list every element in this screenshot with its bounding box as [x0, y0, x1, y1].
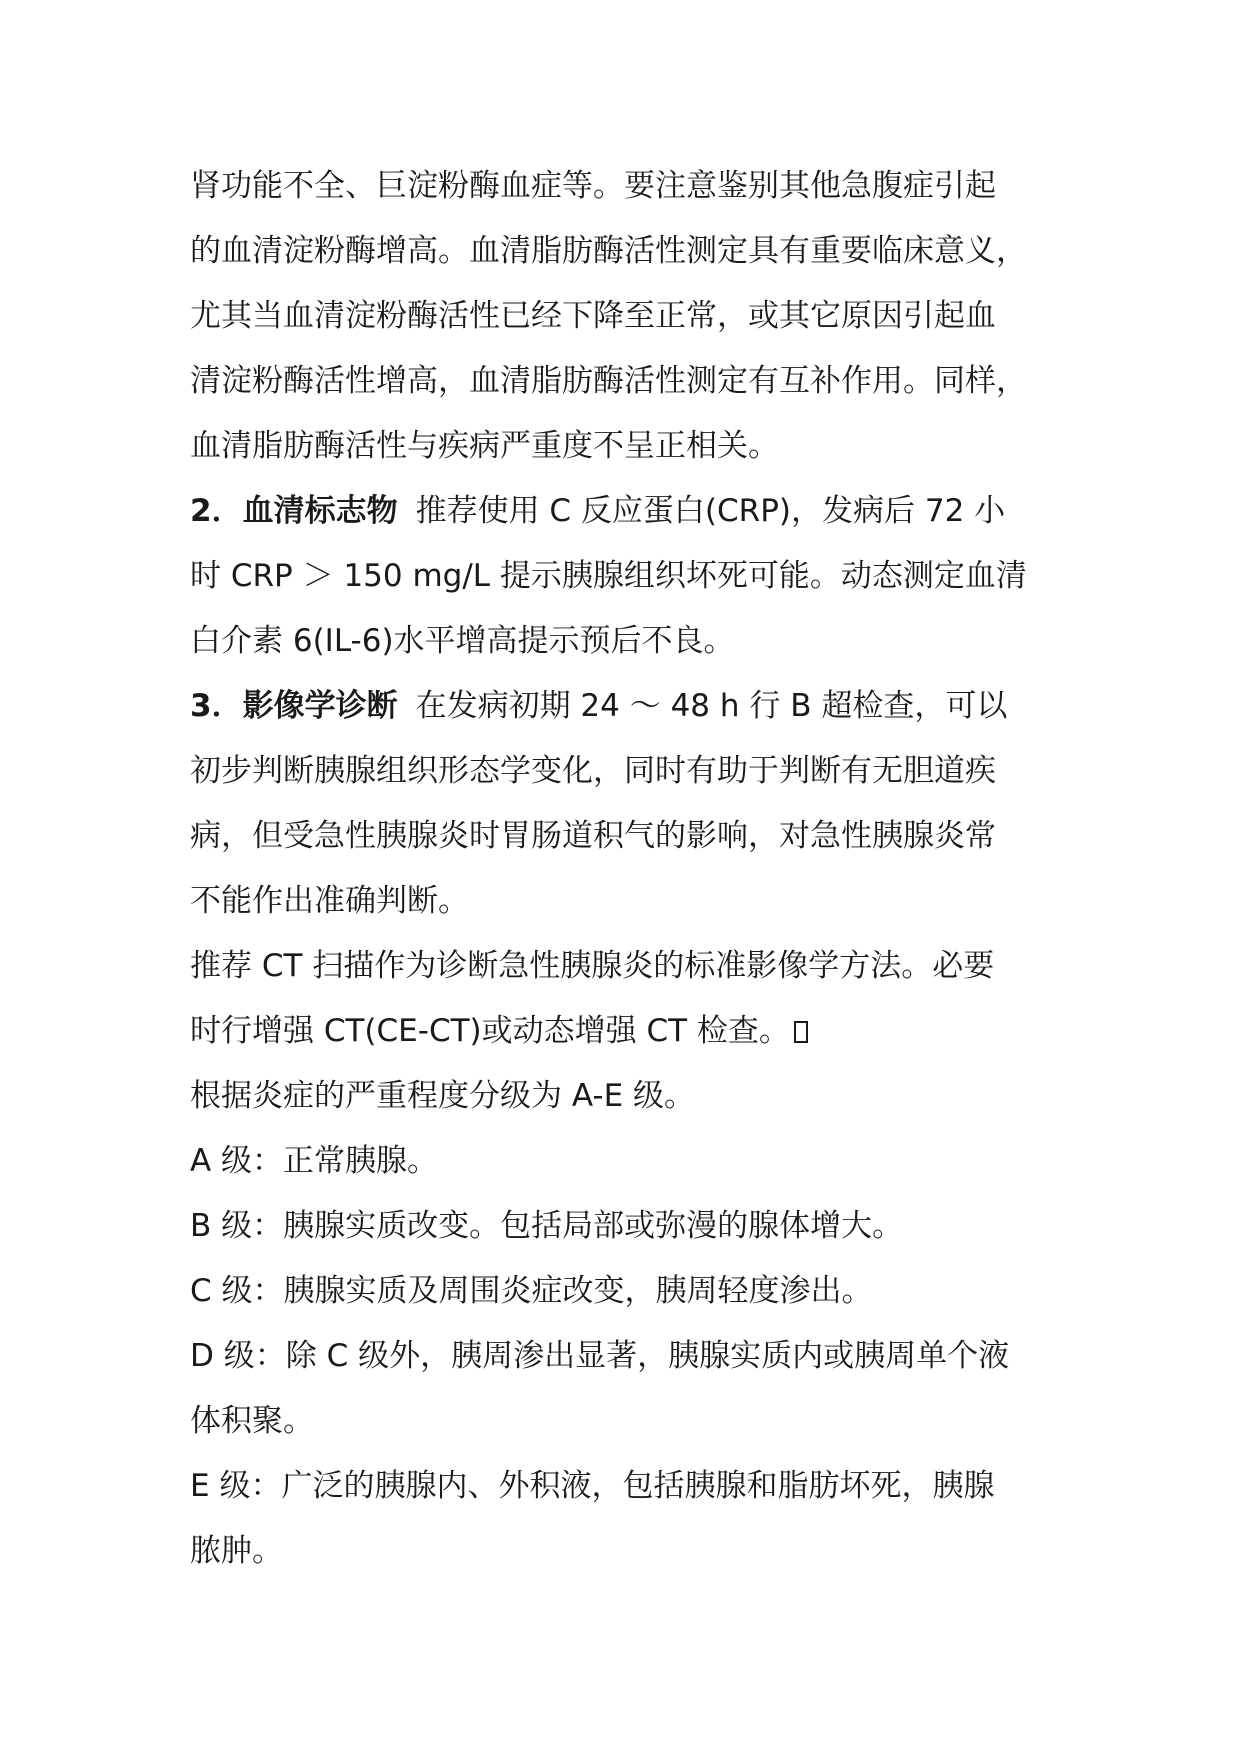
text-line: 肾功能不全、巨淀粉酶血症等。要注意鉴别其他急腹症引起: [190, 168, 996, 204]
grade-e: E 级：广泛的胰腺内、外积液，包括胰腺和脂肪坏死，胰腺: [190, 1468, 995, 1504]
grade-e-continued: 脓肿。: [190, 1533, 283, 1569]
text-line: 的血清淀粉酶增高。血清脂肪酶活性测定具有重要临床意义，: [190, 233, 1027, 269]
text-segment: 时行增强 CT(CE-CT)或动态增强 CT 检查。: [190, 1013, 790, 1049]
text-line: [190, 999, 1070, 1064]
text-line: [190, 479, 1070, 544]
section-heading: 2．血清标志物: [190, 493, 398, 529]
text-line: 时 CRP ＞ 150 mg/L 提示胰腺组织坏死可能。动态测定血清: [190, 558, 1027, 594]
grading-intro: 根据炎症的严重程度分级为 A-E 级。: [190, 1078, 696, 1114]
text-line: 初步判断胰腺组织形态学变化，同时有助于判断有无胆道疾: [190, 753, 996, 789]
grade-d-continued: 体积聚。: [190, 1403, 314, 1439]
text-line: 病，但受急性胰腺炎时胃肠道积气的影响，对急性胰腺炎常: [190, 818, 996, 854]
grade-d: D 级：除 C 级外，胰周渗出显著，胰腺实质内或胰周单个液: [190, 1338, 1010, 1374]
section-heading: 3．影像学诊断: [190, 688, 398, 724]
text-line: [190, 674, 1070, 739]
section-text: 在发病初期 24 ～ 48 h 行 B 超检查，可以: [415, 688, 1008, 724]
section-serum-markers: [190, 479, 1070, 674]
missing-glyph-box: [794, 1021, 808, 1043]
section-imaging-diagnosis: [190, 674, 1070, 934]
section-text: 推荐使用 C 反应蛋白(CRP)，发病后 72 小: [415, 493, 1006, 529]
text-line: 尤其当血清淀粉酶活性已经下降至正常，或其它原因引起血: [190, 298, 996, 334]
paragraph-ct: [190, 934, 1070, 1064]
text-line: 白介素 6(IL-6)水平增高提示预后不良。: [190, 623, 735, 659]
text-line: 血清脂肪酶活性与疾病严重度不呈正相关。: [190, 428, 779, 464]
grade-a: A 级：正常胰腺。: [190, 1143, 439, 1179]
grade-b: B 级：胰腺实质改变。包括局部或弥漫的腺体增大。: [190, 1208, 904, 1244]
document-page: [190, 154, 1070, 1584]
grade-c: C 级：胰腺实质及周围炎症改变，胰周轻度渗出。: [190, 1273, 873, 1309]
text-line: 不能作出准确判断。: [190, 883, 469, 919]
text-line: 推荐 CT 扫描作为诊断急性胰腺炎的标准影像学方法。必要: [190, 948, 995, 984]
paragraph-lipase: [190, 154, 1070, 479]
text-line: 清淀粉酶活性增高，血清脂肪酶活性测定有互补作用。同样，: [190, 363, 1027, 399]
ct-grading-list: [190, 1064, 1070, 1584]
